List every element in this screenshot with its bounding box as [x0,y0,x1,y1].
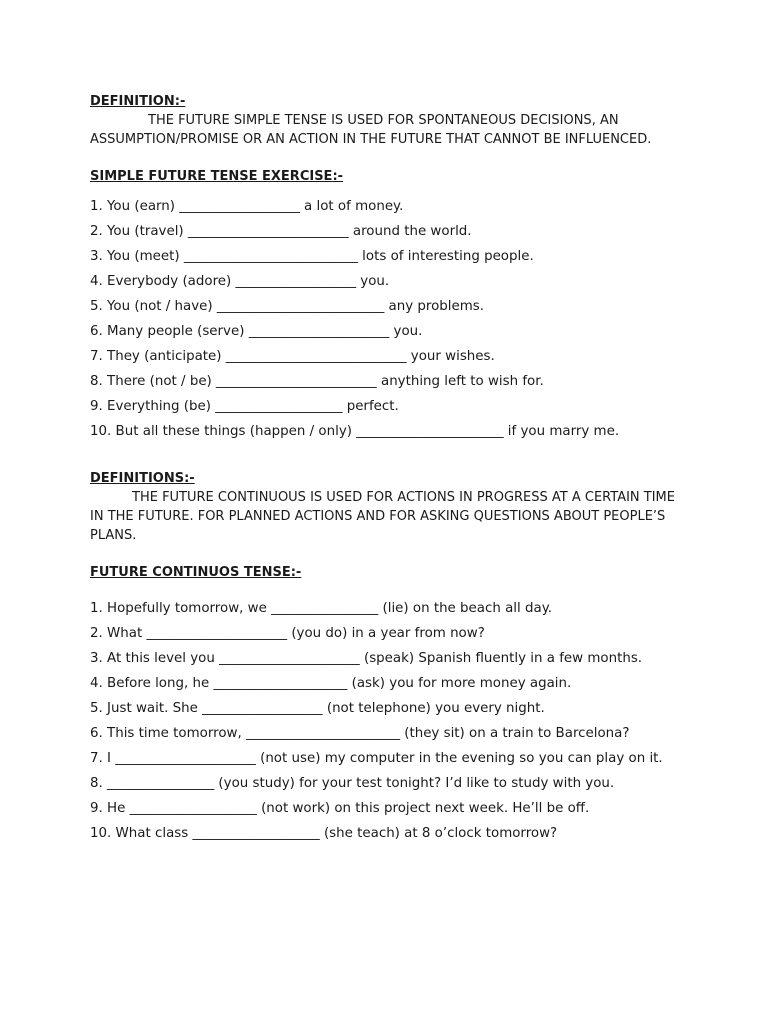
exercise1-list [90,194,690,444]
section2-definition-text: THE FUTURE CONTINUOUS IS USED FOR ACTIONS IN PROGRESS AT A CERTAIN TIME IN THE FUTURE. FOR PLANNED ACTIONS AND FOR ASKING QUESTIONS ABOUT PEOPLE’S PLANS. [90,490,675,543]
exercise1-item: 2. You (travel) ________________________ around the world. [90,224,472,239]
worksheet-page [90,92,690,846]
exercise2-item: 1. Hopefully tomorrow, we ________________ (lie) on the beach all day. [90,601,552,616]
exercise2-item: 9. He ___________________ (not work) on this project next week. He’ll be off. [90,801,590,816]
section1-heading: DEFINITION:- [90,94,186,109]
section2-heading: DEFINITIONS:- [90,471,195,486]
exercise2-item: 2. What _____________________ (you do) in a year from now? [90,626,485,641]
exercise2-item: 10. What class ___________________ (she teach) at 8 o’clock tomorrow? [90,826,558,841]
exercise1-item: 3. You (meet) __________________________ lots of interesting people. [90,249,534,264]
exercise2-list [90,596,690,846]
section1-definition [90,111,690,149]
section1-definition-text: THE FUTURE SIMPLE TENSE IS USED FOR SPONTANEOUS DECISIONS, AN ASSUMPTION/PROMISE OR AN ACTION IN THE FUTURE THAT CANNOT BE INFLUENCED. [90,113,652,147]
exercise1-item: 9. Everything (be) ___________________ perfect. [90,399,399,414]
exercise2-item: 4. Before long, he ____________________ (ask) you for more money again. [90,676,572,691]
exercise2-item: 6. This time tomorrow, _______________________ (they sit) on a train to Barcelona? [90,726,630,741]
exercise1-item: 10. But all these things (happen / only) ______________________ if you marry me. [90,424,620,439]
exercise1-item: 4. Everybody (adore) __________________ you. [90,274,390,289]
exercise1-item: 6. Many people (serve) _____________________ you. [90,324,423,339]
exercise1-heading: SIMPLE FUTURE TENSE EXERCISE:- [90,169,344,184]
exercise2-heading: FUTURE CONTINUOS TENSE:- [90,565,302,580]
exercise1-item: 1. You (earn) __________________ a lot of money. [90,199,404,214]
exercise1-item: 5. You (not / have) _________________________ any problems. [90,299,485,314]
exercise2-item: 5. Just wait. She __________________ (not telephone) you every night. [90,701,545,716]
exercise2-item: 3. At this level you _____________________ (speak) Spanish fluently in a few months. [90,651,643,666]
section2-definition [90,488,690,545]
exercise2-item: 7. I _____________________ (not use) my computer in the evening so you can play on it. [90,751,663,766]
exercise1-item: 7. They (anticipate) ___________________________ your wishes. [90,349,495,364]
exercise2-item: 8. ________________ (you study) for your test tonight? I’d like to study with you. [90,776,615,791]
exercise1-item: 8. There (not / be) ________________________ anything left to wish for. [90,374,544,389]
